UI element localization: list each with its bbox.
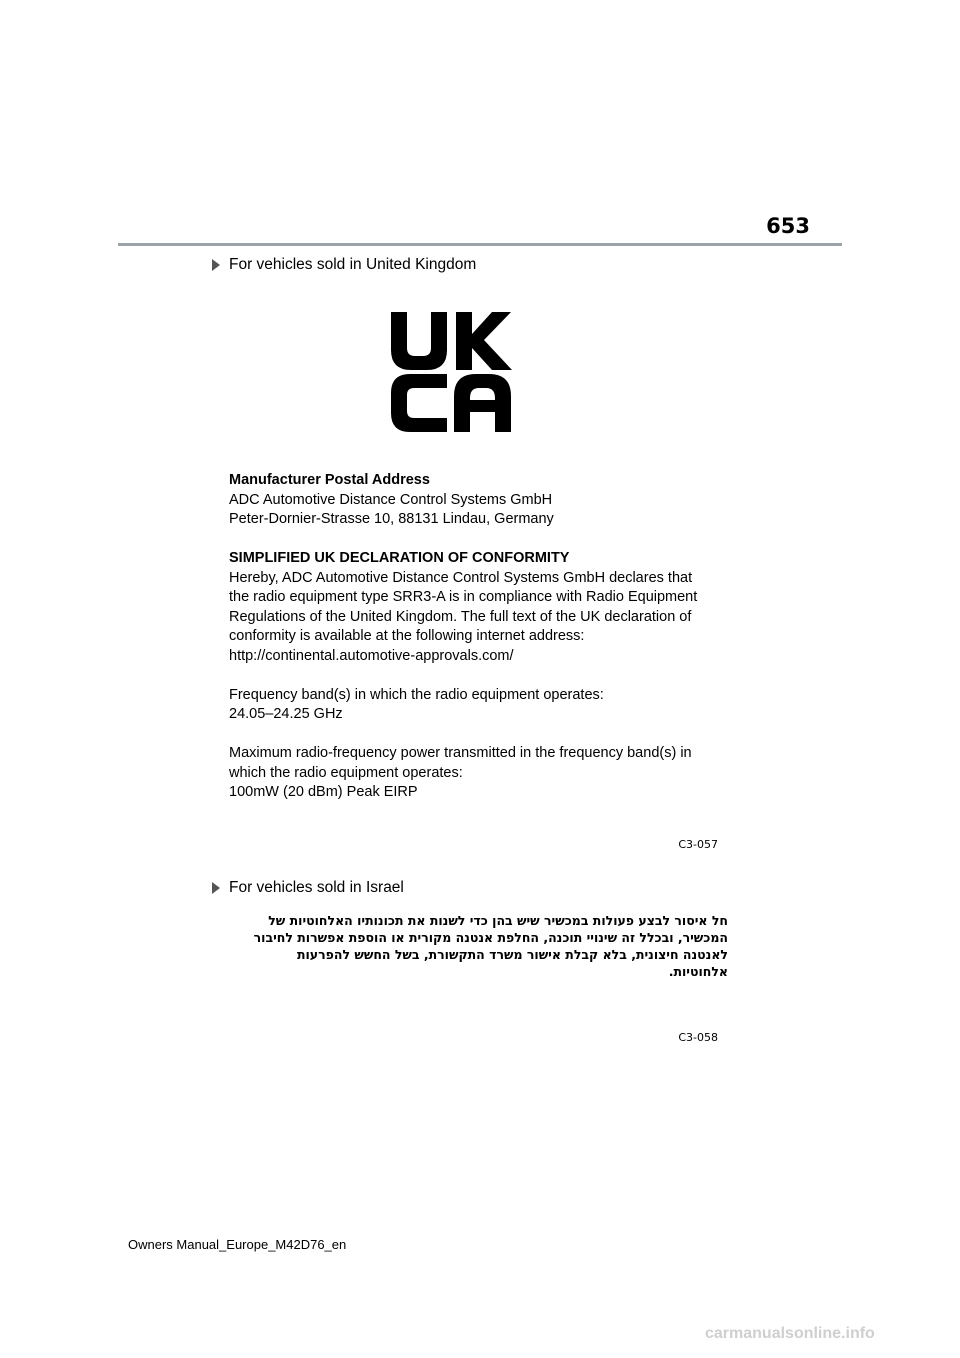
declaration-line: Hereby, ADC Automotive Distance Control Systems GmbH declares that xyxy=(229,569,693,586)
power-line: which the radio equipment operates: xyxy=(229,764,463,781)
uk-declaration-block xyxy=(229,471,749,822)
power-line: 100mW (20 dBm) Peak EIRP xyxy=(229,784,418,800)
frequency-band-info xyxy=(229,686,749,725)
frequency-line: 24.05–24.25 GHz xyxy=(229,706,343,722)
ukca-mark-logo xyxy=(388,310,514,434)
declaration-title: SIMPLIFIED UK DECLARATION OF CONFORMITY xyxy=(229,550,570,566)
declaration-of-conformity xyxy=(229,549,749,666)
manufacturer-address xyxy=(229,471,749,530)
manufacturer-line: Peter-Dornier-Strasse 10, 88131 Lindau, Germany xyxy=(229,511,554,527)
header-divider xyxy=(118,243,842,246)
uk-section-heading xyxy=(212,256,476,274)
hebrew-line: חל איסור לבצע פעולות במכשיר שיש בהן כדי לשנות את תכונותיו האלחוטיות של xyxy=(268,913,728,928)
declaration-line: the radio equipment type SRR3-A is in compliance with Radio Equipment xyxy=(229,589,698,605)
hebrew-line: אלחוטיות. xyxy=(668,964,728,979)
frequency-line: Frequency band(s) in which the radio equipment operates: xyxy=(229,686,604,703)
declaration-line: Regulations of the United Kingdom. The full text of the UK declaration of xyxy=(229,608,692,625)
triangle-bullet-icon xyxy=(212,882,220,894)
manufacturer-title: Manufacturer Postal Address xyxy=(229,472,430,488)
declaration-url: http://continental.automotive-approvals.com/ xyxy=(229,647,514,664)
israel-section-heading xyxy=(212,879,404,897)
hebrew-line: המכשיר, ובכלל זה שינויי תוכנה, החלפת אנטנה מקורית או הוספת אפשרות לחיבור xyxy=(253,930,728,945)
hebrew-line: לאנטנה חיצונית, בלא קבלת אישור משרד התקשורת, בשל החשש להפרעות xyxy=(296,947,728,962)
israel-notice-text xyxy=(232,912,728,980)
declaration-line: conformity is available at the following internet address: xyxy=(229,628,585,644)
israel-section-heading-text: For vehicles sold in Israel xyxy=(229,879,404,896)
uk-section-heading-text: For vehicles sold in United Kingdom xyxy=(229,256,477,273)
page-number: 653 xyxy=(766,214,810,238)
power-info xyxy=(229,744,749,803)
power-line: Maximum radio-frequency power transmitted in the frequency band(s) in xyxy=(229,745,692,761)
footer-manual-id: Owners Manual_Europe_M42D76_en xyxy=(128,1237,347,1252)
manufacturer-line: ADC Automotive Distance Control Systems GmbH xyxy=(229,491,553,508)
triangle-bullet-icon xyxy=(212,259,220,271)
watermark: carmanualsonline.info xyxy=(705,1325,875,1342)
figure-code-israel: C3-058 xyxy=(678,1031,718,1044)
figure-code-uk: C3-057 xyxy=(678,838,718,851)
